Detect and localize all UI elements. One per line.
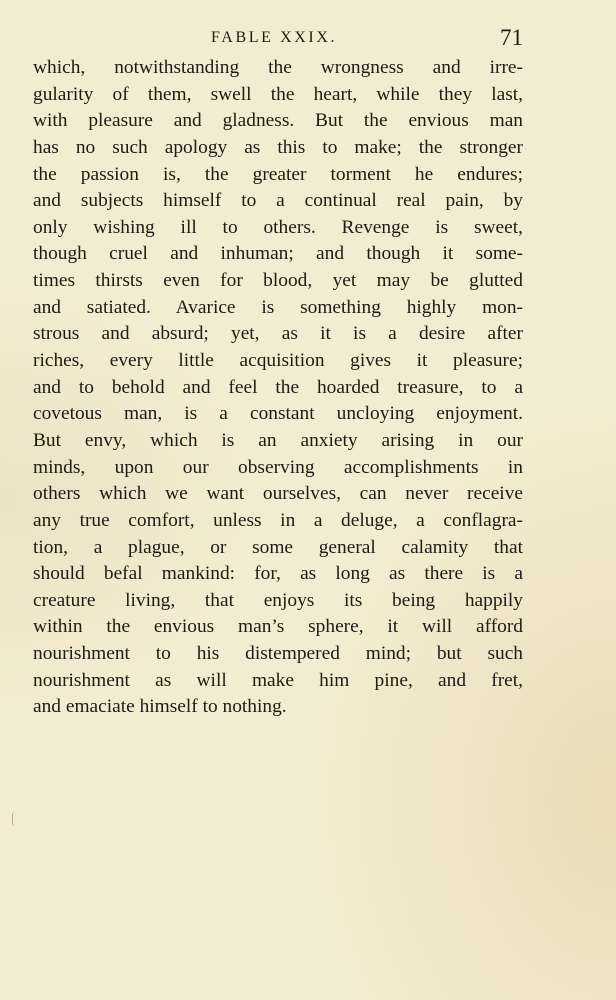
text-line: But envy, which is an anxiety arising in our	[33, 429, 523, 451]
page-number: 71	[500, 25, 523, 50]
text-line: minds, upon our observing accomplishments in	[33, 456, 523, 478]
text-line: strous and absurd; yet, as it is a desire after	[33, 323, 523, 345]
text-line: and subjects himself to a continual real pain, by	[33, 190, 523, 212]
text-line: the passion is, the greater torment he endures;	[33, 163, 523, 185]
running-title: FABLE XXIX.	[211, 29, 338, 46]
text-line: any true comfort, unless in a deluge, a conflagra-	[33, 509, 523, 531]
body-text	[33, 55, 523, 721]
text-line: within the envious man’s sphere, it will afford	[33, 616, 523, 638]
text-line-last: and emaciate himself to nothing.	[33, 696, 287, 718]
margin-mark	[12, 812, 18, 826]
text-line: has no such apology as this to make; the stronger	[33, 136, 523, 158]
text-line: only wishing ill to others. Revenge is sweet,	[33, 216, 523, 238]
text-line: though cruel and inhuman; and though it some-	[33, 243, 523, 265]
text-line: with pleasure and gladness. But the envious man	[33, 110, 523, 132]
text-line: which, notwithstanding the wrongness and irre-	[33, 57, 523, 78]
text-line: nourishment to his distempered mind; but such	[33, 643, 523, 665]
text-line: and to behold and feel the hoarded treasure, to a	[33, 376, 523, 398]
text-line: tion, a plague, or some general calamity that	[33, 536, 523, 558]
text-line: nourishment as will make him pine, and fret,	[33, 669, 523, 691]
text-line: times thirsts even for blood, yet may be glutted	[33, 270, 523, 292]
text-line: covetous man, is a constant uncloying enjoyment.	[33, 403, 523, 425]
text-line: and satiated. Avarice is something highly mon-	[33, 296, 523, 318]
text-line: should befal mankind: for, as long as there is a	[33, 563, 523, 585]
text-line: others which we want ourselves, can never receive	[33, 483, 523, 505]
text-line: riches, every little acquisition gives it pleasure;	[33, 350, 523, 372]
running-head	[0, 26, 616, 52]
text-line: creature living, that enjoys its being happily	[33, 589, 523, 611]
text-line: gularity of them, swell the heart, while they last,	[33, 83, 523, 105]
